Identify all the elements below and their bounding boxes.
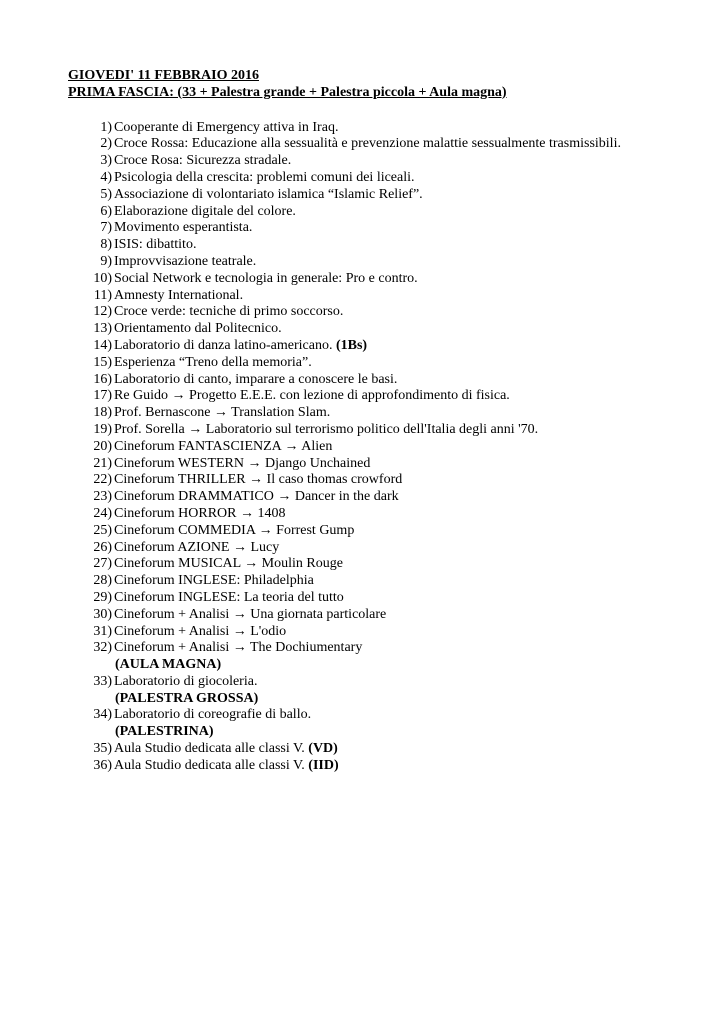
list-item-number: 3) (100, 153, 112, 169)
list-item-description: Movimento esperantista. (114, 220, 253, 236)
list-item-description: Cineforum + Analisi → The Dochiumentary (114, 640, 363, 656)
list-item (68, 758, 688, 775)
list-item-class-tag: (VD) (308, 741, 338, 757)
room-label: (PALESTRINA) (115, 724, 214, 740)
list-item-number: 23) (93, 489, 112, 505)
list-item-number: 19) (93, 421, 112, 437)
list-item-text (112, 254, 256, 271)
list-item-text (112, 573, 314, 590)
list-item-text (112, 220, 252, 237)
list-item-number: 13) (93, 321, 112, 337)
list-item (68, 388, 688, 405)
list-item-text (112, 607, 386, 624)
list-item (68, 120, 688, 137)
list-item (68, 170, 688, 187)
list-item-number: 33) (93, 673, 112, 689)
list-item (68, 573, 688, 590)
list-item-number: 4) (100, 169, 112, 185)
list-item (68, 204, 688, 221)
list-item-text (112, 741, 338, 758)
list-item-number: 21) (93, 455, 112, 471)
list-item-number: 17) (93, 388, 112, 404)
list-item-text (112, 204, 296, 221)
list-item-number: 27) (93, 556, 112, 572)
list-item (68, 489, 688, 506)
list-item-text (112, 120, 338, 137)
list-item-text (112, 288, 243, 305)
list-item-text (112, 422, 538, 439)
list-item-number: 22) (93, 472, 112, 488)
list-item (68, 556, 688, 573)
list-item-number: 18) (93, 405, 112, 421)
list-item (68, 640, 688, 657)
list-item-number: 7) (100, 220, 112, 236)
list-item-text (112, 439, 332, 456)
list-item-description: Elaborazione digitale del colore. (114, 203, 296, 219)
list-item-text (112, 674, 257, 691)
list-item (68, 153, 688, 170)
list-item-text (112, 456, 370, 473)
list-item-text (112, 388, 510, 405)
list-item (68, 456, 688, 473)
list-item (68, 439, 688, 456)
list-item-text (112, 321, 282, 338)
list-item (68, 338, 688, 355)
list-item-description: Cineforum WESTERN → Django Unchained (114, 455, 371, 471)
list-item-description: Cooperante di Emergency attiva in Iraq. (114, 119, 339, 135)
room-label: (PALESTRA GROSSA) (115, 690, 259, 706)
list-item (68, 136, 688, 153)
list-item-description: Cineforum DRAMMATICO → Dancer in the dark (114, 489, 399, 505)
list-item-number: 9) (100, 253, 112, 269)
list-item-text (112, 523, 354, 540)
list-item-description: Laboratorio di danza latino-americano. (114, 337, 336, 353)
list-item-class-tag: (1Bs) (335, 337, 368, 353)
list-item (68, 624, 688, 641)
list-item-description: Laboratorio di giocoleria. (114, 673, 258, 689)
list-item-description: Cineforum HORROR → 1408 (114, 505, 286, 521)
list-item-text (112, 489, 399, 506)
list-item-number: 20) (93, 438, 112, 454)
list-item-text (112, 136, 621, 153)
list-item-text (112, 556, 343, 573)
list-item-number: 26) (93, 539, 112, 555)
list-item-number: 6) (100, 203, 112, 219)
list-item (68, 254, 688, 271)
list-item-number: 36) (93, 757, 112, 773)
list-item-description: Croce verde: tecniche di primo soccorso. (114, 304, 344, 320)
list-item (68, 540, 688, 557)
list-item (68, 741, 688, 758)
list-item-class-tag: (IID) (308, 757, 339, 773)
list-item-text (112, 304, 343, 321)
list-item-description: Psicologia della crescita: problemi comuni dei liceali. (114, 169, 415, 185)
document-page (68, 68, 688, 775)
list-item-text (112, 590, 344, 607)
list-item-text (112, 540, 279, 557)
list-item-description: Esperienza “Treno della memoria”. (114, 354, 312, 370)
document-band-title: PRIMA FASCIA: (33 + Palestra grande + Palestra piccola + Aula magna) (68, 84, 507, 100)
list-item-number: 14) (93, 337, 112, 353)
list-item-description: Associazione di volontariato islamica “Islamic Relief”. (114, 186, 423, 202)
list-item-number: 34) (93, 707, 112, 723)
list-item-description: Improvvisazione teatrale. (114, 253, 257, 269)
list-item (68, 405, 688, 422)
list-item (68, 607, 688, 624)
list-item-description: Re Guido → Progetto E.E.E. con lezione di approfondimento di fisica. (114, 388, 510, 404)
list-item-text (112, 338, 367, 355)
list-item-description: Cineforum + Analisi → Una giornata particolare (114, 606, 387, 622)
list-item-number: 31) (93, 623, 112, 639)
list-item-number: 28) (93, 573, 112, 589)
list-item-text (112, 405, 330, 422)
list-item-description: Cineforum FANTASCIENZA → Alien (114, 438, 333, 454)
list-item-description: ISIS: dibattito. (114, 237, 197, 253)
list-item-description: Orientamento dal Politecnico. (114, 321, 282, 337)
list-item-description: Aula Studio dedicata alle classi V. (114, 757, 309, 773)
list-item-description: Prof. Bernascone → Translation Slam. (114, 405, 331, 421)
list-item (68, 372, 688, 389)
list-item-description: Cineforum + Analisi → L'odio (114, 623, 287, 639)
list-item-number: 16) (93, 371, 112, 387)
list-item-number: 11) (93, 287, 112, 303)
list-item-text (112, 707, 311, 724)
list-item-description: Croce Rosa: Sicurezza stradale. (114, 153, 292, 169)
list-item (68, 271, 688, 288)
list-item (68, 288, 688, 305)
list-item-text (112, 758, 339, 775)
list-item-number: 12) (93, 304, 112, 320)
list-item-text (112, 170, 415, 187)
list-item-text (112, 372, 397, 389)
list-item-text (112, 472, 402, 489)
list-item-number: 30) (93, 606, 112, 622)
list-item (68, 304, 688, 321)
list-item-number: 25) (93, 522, 112, 538)
list-item-text (112, 624, 286, 641)
list-item-number: 35) (93, 741, 112, 757)
list-item-text (112, 187, 423, 204)
list-item (68, 523, 688, 540)
list-item (68, 422, 688, 439)
list-item-number: 29) (93, 589, 112, 605)
list-item (68, 220, 688, 237)
list-item (68, 355, 688, 372)
list-item-description: Cineforum MUSICAL → Moulin Rouge (114, 556, 343, 572)
list-item-text (112, 506, 286, 523)
list-item (68, 707, 688, 724)
list-item-text (112, 237, 196, 254)
list-item-number: 2) (100, 136, 112, 152)
list-item-number: 24) (93, 505, 112, 521)
room-label: (AULA MAGNA) (115, 657, 222, 673)
document-date: GIOVEDI' 11 FEBBRAIO 2016 (68, 68, 259, 83)
list-item-description: Laboratorio di canto, imparare a conoscere le basi. (114, 371, 398, 387)
list-item-text (112, 355, 312, 372)
list-item-number: 8) (100, 237, 112, 253)
list-item-number: 32) (93, 640, 112, 656)
activity-list (68, 120, 688, 775)
list-item-description: Social Network e tecnologia in generale: Pro e contro. (114, 270, 418, 286)
list-item-text (112, 153, 291, 170)
list-item-description: Cineforum THRILLER → Il caso thomas crowford (114, 472, 403, 488)
list-item-number: 10) (93, 270, 112, 286)
list-item (68, 506, 688, 523)
list-item (68, 674, 688, 691)
list-item-text (112, 271, 418, 288)
list-item-description: Cineforum COMMEDIA → Forrest Gump (114, 522, 355, 538)
list-item-description: Cineforum INGLESE: La teoria del tutto (114, 589, 344, 605)
list-item-number: 5) (100, 186, 112, 202)
list-item-text (112, 640, 362, 657)
list-item-description: Cineforum AZIONE → Lucy (114, 539, 280, 555)
list-item (68, 321, 688, 338)
list-item-description: Cineforum INGLESE: Philadelphia (114, 573, 314, 589)
list-item-number: 1) (100, 119, 112, 135)
list-item (68, 237, 688, 254)
list-item (68, 187, 688, 204)
list-item (68, 472, 688, 489)
list-item (68, 590, 688, 607)
list-item-description: Croce Rossa: Educazione alla sessualità e prevenzione malattie sessualmente trasmissibili. (114, 136, 621, 152)
list-item-description: Aula Studio dedicata alle classi V. (114, 741, 309, 757)
list-item-description: Prof. Sorella → Laboratorio sul terrorismo politico dell'Italia degli anni '70. (114, 421, 539, 437)
list-item-number: 15) (93, 354, 112, 370)
list-item-description: Amnesty International. (114, 287, 244, 303)
list-item-description: Laboratorio di coreografie di ballo. (114, 707, 312, 723)
